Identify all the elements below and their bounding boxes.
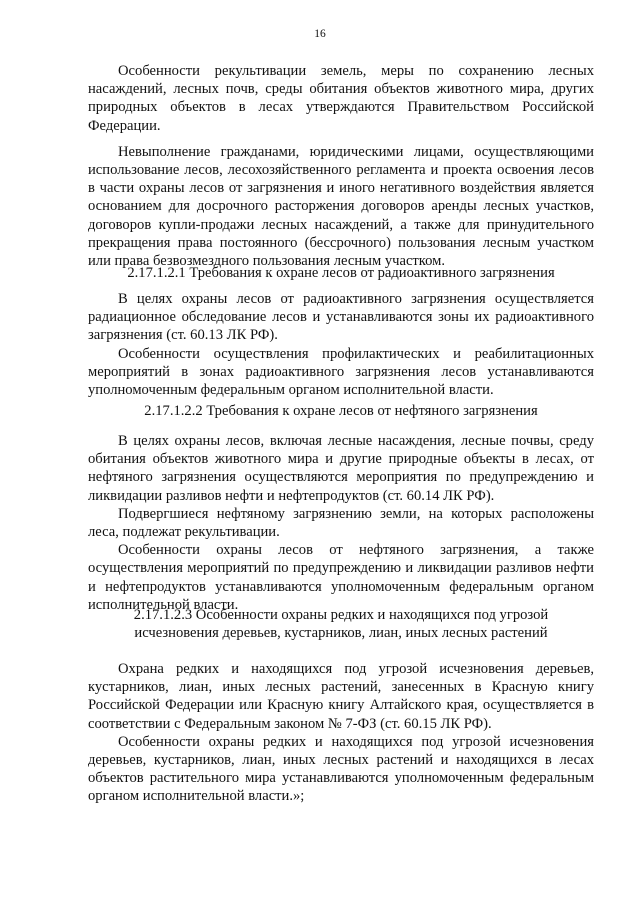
heading-rare-plants (88, 606, 594, 642)
radioactive-section (88, 290, 594, 399)
paragraph-oil-authority: Особенности охраны лесов от нефтяного загрязнения, а также осуществления мероприятий по предупреждению и ликвидации разливов нефти и нефтепродуктов устанавливаются уполномоченным федеральным органом исполнительной власти. (88, 542, 594, 613)
heading-rare-plants-line1: 2.17.1.2.3 Особенности охраны редких и находящихся под угрозой (133, 607, 549, 623)
paragraph-oil-protection: В целях охраны лесов, включая лесные насаждения, лесные почвы, среду обитания объектов животного мира и другие природные объекты в лесах, от нефтяного загрязнения осуществляются мероприятия по предупреждению и ликвидации разливов нефти и нефтепродуктов (ст. 60.14 ЛК РФ). (88, 433, 594, 504)
paragraph-oil-recultivation: Подвергшиеся нефтяному загрязнению земли, на которых расположены леса, подлежат рекультивации. (88, 505, 594, 541)
paragraph-radioactive-measures: Особенности осуществления профилактических и реабилитационных мероприятий в зонах радиоактивного загрязнения лесов устанавливаются уполномоченным федеральным органом исполнительной власти. (88, 345, 594, 399)
intro-section (88, 62, 594, 270)
paragraph-violation: Невыполнение гражданами, юридическими лицами, осуществляющими использование лесов, лесохозяйственного регламента и проекта освоения лесов в части охраны лесов от загрязнения и иного негативного воздействия является основанием для досрочного расторжения договоров аренды лесных участков, договоров купли-продажи лесных насаждений, а также для принудительного прекращения права постоянного (бессрочного) пользования лесным участком или права безвозмездного пользования лесным участком. (88, 143, 594, 270)
heading-oil: 2.17.1.2.2 Требования к охране лесов от нефтяного загрязнения (144, 403, 538, 419)
paragraph-rare-plants-authority: Особенности охраны редких и находящихся под угрозой исчезновения деревьев, кустарников, лиан, иных лесных растений и находящихся в лесах объектов растительного мира устанавливаются уполномоченным федеральным органом исполнительной власти.»; (88, 733, 594, 805)
heading-rare-plants-line2: исчезновения деревьев, кустарников, лиан, иных лесных растений (134, 625, 548, 642)
heading-radioactive: 2.17.1.2.1 Требования к охране лесов от радиоактивного загрязнения (127, 265, 555, 281)
paragraph-recultivation: Особенности рекультивации земель, меры по сохранению лесных насаждений, лесных почв, среды обитания объектов животного мира, других природных объектов в лесах утверждаются Правительством Российской Федерации. (88, 63, 594, 134)
oil-section (88, 432, 594, 614)
paragraph-radioactive-survey: В целях охраны лесов от радиоактивного загрязнения осуществляется радиационное обследование лесов и устанавливаются зоны их радиоактивного загрязнения (ст. 60.13 ЛК РФ). (88, 291, 594, 344)
rare-plants-section (88, 660, 594, 806)
page-number: 16 (314, 28, 326, 40)
paragraph-rare-plants-protection: Охрана редких и находящихся под угрозой исчезновения деревьев, кустарников, лиан, иных лесных растений, занесенных в Красную книгу Российской Федерации или Красную книгу Алтайского края, осуществляется в соответствии с Федеральным законом № 7-ФЗ (ст. 60.15 ЛК РФ). (88, 661, 594, 732)
